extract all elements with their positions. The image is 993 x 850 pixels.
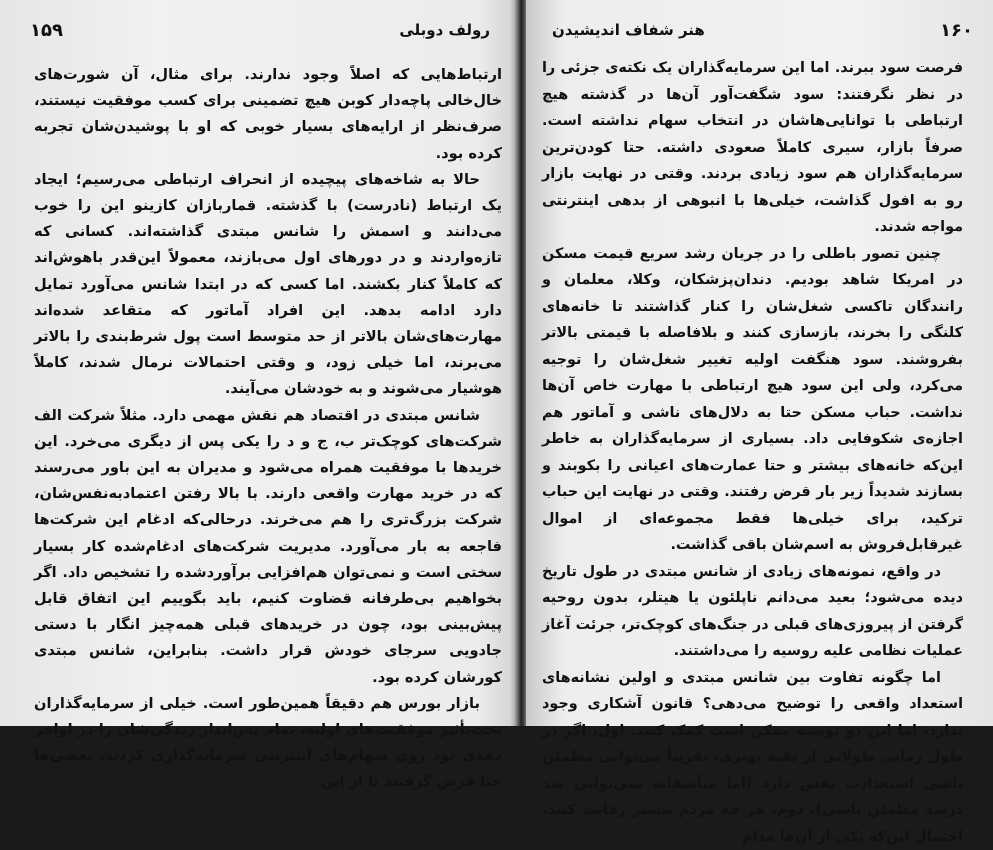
right-page-body [542, 55, 963, 850]
right-paragraph-4: اما چگونه تفاوت بین شانس مبتدی و اولین نشانه‌های استعداد واقعی را توضیح می‌دهی؟ قانون آشکاری وجود ندارد، اما این دو توصیه ممکن است کمک کنند. اول، اگر در طول زمانی طولانی از بقیه بهتری، تقریباً می‌توانی مطمئن باشی استعدادت نقش دارد (اما متأسفانه نمی‌توانی صد درصد مطمئن باشی). دوم، هر چه مردم بیشتر رقابت کنند، احتمال این‌که یکی از آن‌ها مدام [542, 665, 963, 850]
left-paragraph-1: ارتباط‌هایی که اصلاً وجود ندارند. برای مثال، آن شورت‌های خال‌خالی پاچه‌دار کوبن هیچ تضمینی برای کسب موفقیت نیستند، صرف‌نظر از ارایه‌های بسیار خوبی که او با پوشیدن‌شان تجربه کرده بود. [34, 62, 502, 167]
right-page-header [552, 18, 973, 42]
right-page-number: ۱۶۰ [940, 20, 973, 41]
right-paragraph-1: فرصت سود ببرند. اما این سرمایه‌گذاران یک نکته‌ی جزئی را در نظر نگرفتند: سود شگفت‌آور آن‌ها در گذشته هیچ ارتباطی با توانایی‌هاشان در انتخاب سهام نداشته است. صرفاً بازار، سیری کاملاً صعودی داشته. حتا کودن‌ترین سرمایه‌گذاران هم سود زیادی بردند. وقتی در نهایت بازار رو به افول گذاشت، خیلی‌ها با انبوهی از بدهی اینترنتی مواجه شدند. [542, 55, 963, 241]
right-page-title: هنر شفاف اندیشیدن [552, 21, 705, 39]
left-page-number: ۱۵۹ [30, 20, 63, 41]
left-paragraph-3: شانس مبتدی در اقتصاد هم نقش مهمی دارد. مثلاً شرکت الف شرکت‌های کوچک‌تر ب، ج و د را یکی پس از دیگری می‌خرد. این خریدها با موفقیت همراه می‌شود و مدیران به این باور می‌رسند که در خرید مهارت واقعی دارند. با بالا رفتن اعتمادبه‌نفس‌شان، شرکت بزرگ‌تری را هم می‌خرند. درحالی‌که ادغام این شرکت‌ها فاجعه به بار می‌آورد. مدیریت شرکت‌های ادغام‌شده کار بسیار سختی است و نمی‌توان هم‌افزایی برآوردشده را تشخیص داد. اگر بخواهیم بی‌طرفانه قضاوت کنیم، باید بگوییم این اتفاق قابل پیش‌بینی بود، چون در خریدهای قبلی همه‌چیز انگار با دستی جادویی سرجای خودش قرار داشت. بنابراین، شانس مبتدی کورشان کرده بود. [34, 403, 502, 691]
left-page-header [30, 18, 490, 42]
left-page-author: رولف دوبلی [399, 21, 490, 39]
left-page-body [34, 62, 502, 796]
left-page [0, 0, 520, 726]
right-paragraph-2: چنین تصور باطلی را در جریان رشد سریع قیمت مسکن در امریکا شاهد بودیم. دندان‌پزشکان، وکلا، معلمان و رانندگان تاکسی شغل‌شان را کنار گذاشتند تا خانه‌های کلنگی را بخرند، بازسازی کنند و بلافاصله با قیمتی بالاتر بفروشند. سود هنگفت اولیه تغییر شغل‌شان را توجیه می‌کرد، ولی این سود هیچ ارتباطی با مهارت خاص آن‌ها نداشت. حباب مسکن حتا به دلال‌های ناشی و آماتور هم اجازه‌ی شکوفایی داد. بسیاری از سرمایه‌گذاران به خاطر این‌که خانه‌های بیشتر و حتا عمارت‌های اعیانی را بکوبند و بسازند شدیداً زیر بار قرض رفتند. وقتی در نهایت این حباب ترکید، برای خیلی‌ها فقط مجموعه‌ای از اموال غیرقابل‌فروش به اسم‌شان باقی گذاشت. [542, 241, 963, 559]
left-paragraph-4: بازار بورس هم دقیقاً همین‌طور است. خیلی از سرمایه‌گذاران تحت‌تأثیر موفقیت‌های اولیه، تمام پس‌انداز زندگی‌شان را در اواخر دهه‌ی نود روی سهام‌های اینترنتی سرمایه‌گذاری کردند. بعضی‌ها حتا قرض گرفتند تا از این [34, 691, 502, 796]
right-paragraph-3: در واقع، نمونه‌های زیادی از شانس مبتدی در طول تاریخ دیده می‌شود؛ بعید می‌دانم ناپلئون یا هیتلر، بدون روحیه گرفتن از پیروزی‌های قبلی در جنگ‌های کوچک‌تر، جرئت آغاز عملیات نظامی علیه روسیه را می‌داشتند. [542, 559, 963, 665]
left-paragraph-2: حالا به شاخه‌های پیچیده از انحراف ارتباطی می‌رسیم؛ ایجاد یک ارتباط (نادرست) با گذشته. قماربازان کازینو این را خوب می‌دانند و اسمش را شانس مبتدی گذاشته‌اند. کسانی که تازه‌واردند و در دورهای اول می‌بازند، معمولاً این‌قدر باهوش‌اند که کاملاً کنار بکشند. اما کسی که در ابتدا شانس می‌آورد تمایل دارد ادامه بدهد. این افراد آماتور که متقاعد شده‌اند مهارت‌های‌شان بالاتر از حد متوسط است پول شرط‌بندی را بالاتر می‌برند، اما خیلی زود، و وقتی احتمالات نرمال شدند، کاملاً هوشیار می‌شوند و به خودشان می‌آیند. [34, 167, 502, 403]
right-page [526, 0, 993, 726]
